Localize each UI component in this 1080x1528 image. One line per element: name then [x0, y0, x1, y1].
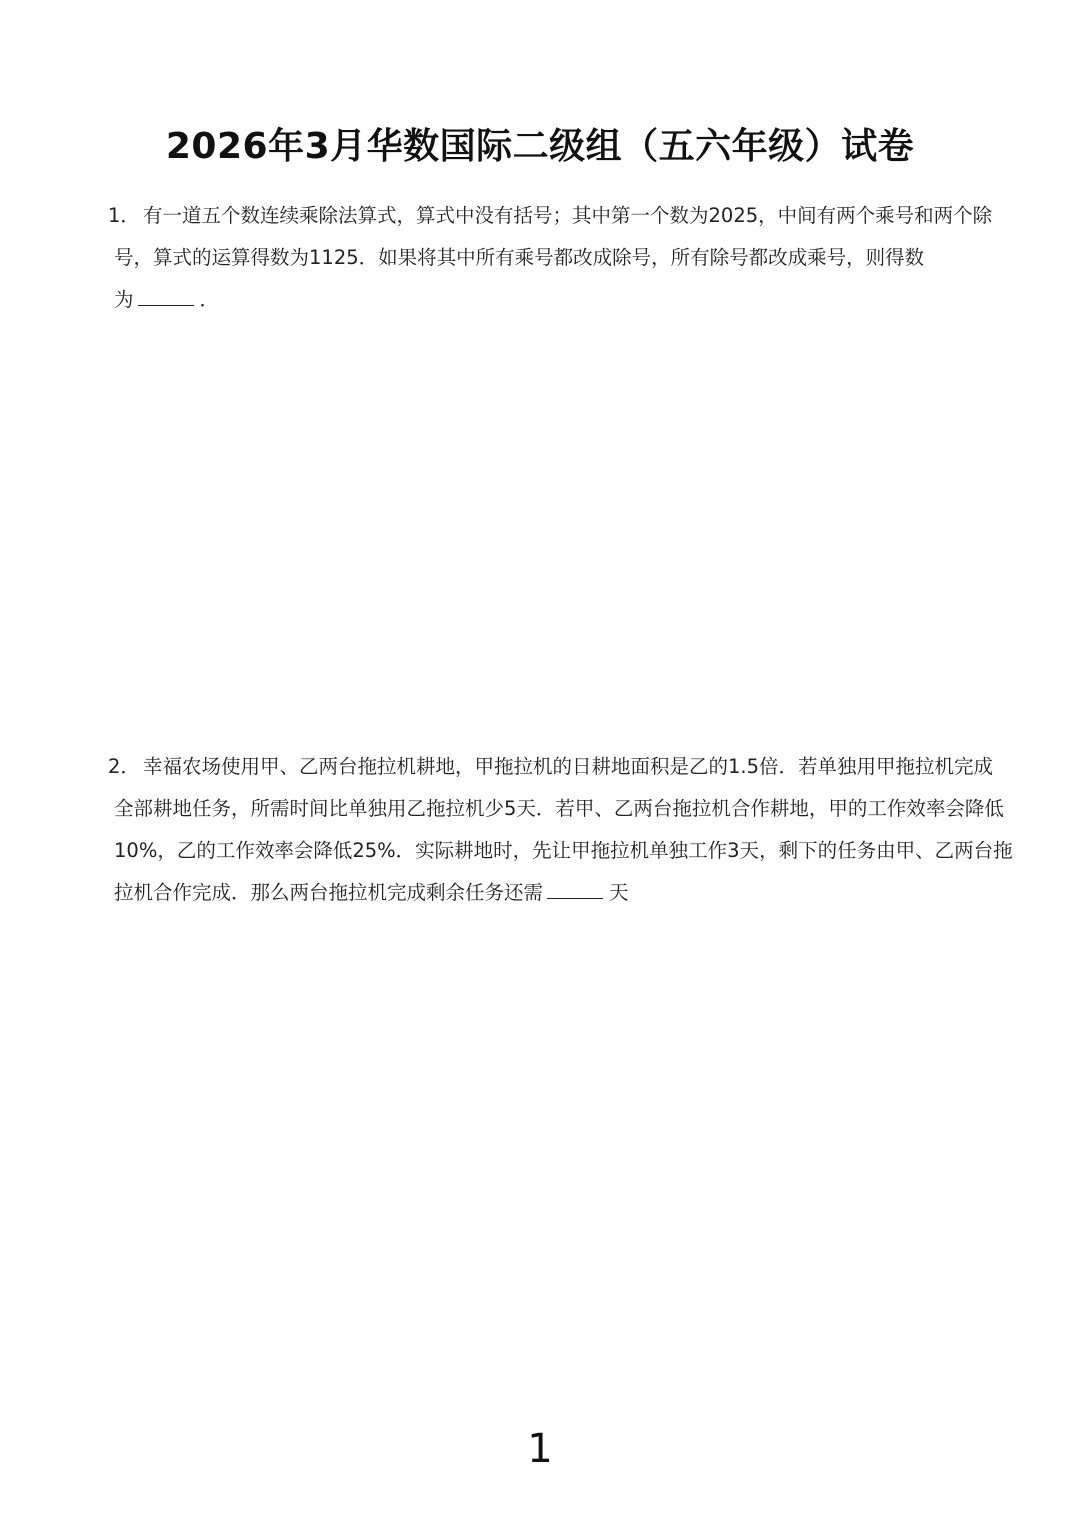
- question-line: [108, 195, 993, 237]
- question-line: [108, 872, 988, 914]
- question-text: 全部耕地任务，所需时间比单独用乙拖拉机少5天．若甲、乙两台拖拉机合作耕地，甲的工作效率会降低: [114, 797, 1004, 820]
- question-text: 10%，乙的工作效率会降低25%．实际耕地时，先让甲拖拉机单独工作3天，剩下的任务由甲、乙两台拖: [114, 839, 1013, 862]
- answer-blank[interactable]: [138, 283, 194, 306]
- question-line: [108, 830, 1013, 872]
- question-text-end: 天: [609, 881, 629, 904]
- question-number: 2．: [108, 755, 140, 778]
- question-text: 为: [114, 288, 134, 311]
- question-text-end: ．: [199, 288, 220, 311]
- question-number: 1．: [108, 204, 140, 227]
- page-number: 1: [527, 1426, 553, 1472]
- question-1: [108, 195, 993, 321]
- question-text: 拉机合作完成．那么两台拖拉机完成剩余任务还需: [114, 881, 544, 904]
- question-line: [108, 237, 988, 279]
- answer-blank[interactable]: [547, 876, 603, 899]
- page-title: 2026年3月华数国际二级组（五六年级）试卷: [165, 126, 915, 167]
- question-text: 有一道五个数连续乘除法算式，算式中没有括号；其中第一个数为2025，中间有两个乘号和两个除: [143, 204, 993, 227]
- question-2: [108, 746, 1013, 914]
- question-text: 号，算式的运算得数为1125．如果将其中所有乘号都改成除号，所有除号都改成乘号，则得数: [114, 246, 925, 269]
- question-line: [108, 279, 988, 321]
- question-line: [108, 788, 1004, 830]
- question-line: [108, 746, 994, 788]
- question-text: 幸福农场使用甲、乙两台拖拉机耕地，甲拖拉机的日耕地面积是乙的1.5倍．若单独用甲拖拉机完成: [143, 755, 994, 778]
